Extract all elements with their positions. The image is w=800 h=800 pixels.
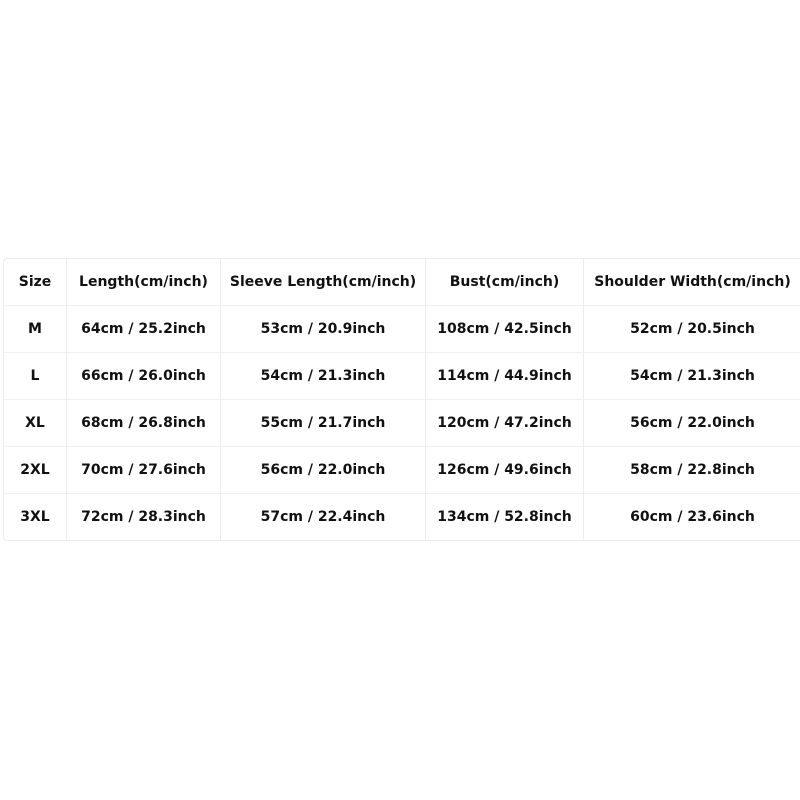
sleeve-length-cell: 56cm / 22.0inch bbox=[221, 447, 426, 494]
size-cell: 2XL bbox=[4, 447, 67, 494]
bust-cell: 134cm / 52.8inch bbox=[426, 494, 584, 540]
table-row bbox=[4, 447, 800, 494]
header-row bbox=[4, 259, 800, 306]
shoulder-width-cell: 54cm / 21.3inch bbox=[584, 353, 800, 400]
length-cell: 68cm / 26.8inch bbox=[67, 400, 221, 447]
header-bust: Bust(cm/inch) bbox=[426, 259, 584, 306]
shoulder-width-cell: 60cm / 23.6inch bbox=[630, 509, 755, 525]
bust-cell: 108cm / 42.5inch bbox=[426, 306, 584, 353]
table-row bbox=[4, 306, 800, 353]
header-length: Length(cm/inch) bbox=[67, 259, 221, 306]
sleeve-length-cell: 54cm / 21.3inch bbox=[221, 353, 426, 400]
size-cell: XL bbox=[4, 400, 67, 447]
bust-cell: 114cm / 44.9inch bbox=[426, 353, 584, 400]
header-sleeve-length: Sleeve Length(cm/inch) bbox=[221, 259, 426, 306]
sleeve-length-cell: 57cm / 22.4inch bbox=[221, 494, 426, 540]
shoulder-width-cell: 52cm / 20.5inch bbox=[584, 306, 800, 353]
length-cell: 64cm / 25.2inch bbox=[67, 306, 221, 353]
bust-cell: 126cm / 49.6inch bbox=[426, 447, 584, 494]
length-cell: 66cm / 26.0inch bbox=[67, 353, 221, 400]
shoulder-width-cell: 58cm / 22.8inch bbox=[584, 447, 800, 494]
sleeve-length-cell: 55cm / 21.7inch bbox=[221, 400, 426, 447]
size-cell: M bbox=[4, 306, 67, 353]
length-cell: 72cm / 28.3inch bbox=[67, 494, 221, 540]
table-row bbox=[4, 494, 800, 540]
table-row bbox=[4, 353, 800, 400]
length-cell: 70cm / 27.6inch bbox=[67, 447, 221, 494]
size-cell: L bbox=[4, 353, 67, 400]
header-size: Size bbox=[4, 259, 67, 306]
table-row bbox=[4, 400, 800, 447]
shoulder-width-cell: 56cm / 22.0inch bbox=[584, 400, 800, 447]
header-shoulder-width: Shoulder Width(cm/inch) bbox=[584, 259, 800, 306]
size-chart bbox=[3, 258, 800, 541]
size-cell: 3XL bbox=[4, 494, 67, 540]
size-table bbox=[3, 258, 800, 541]
bust-cell: 120cm / 47.2inch bbox=[426, 400, 584, 447]
sleeve-length-cell: 53cm / 20.9inch bbox=[221, 306, 426, 353]
